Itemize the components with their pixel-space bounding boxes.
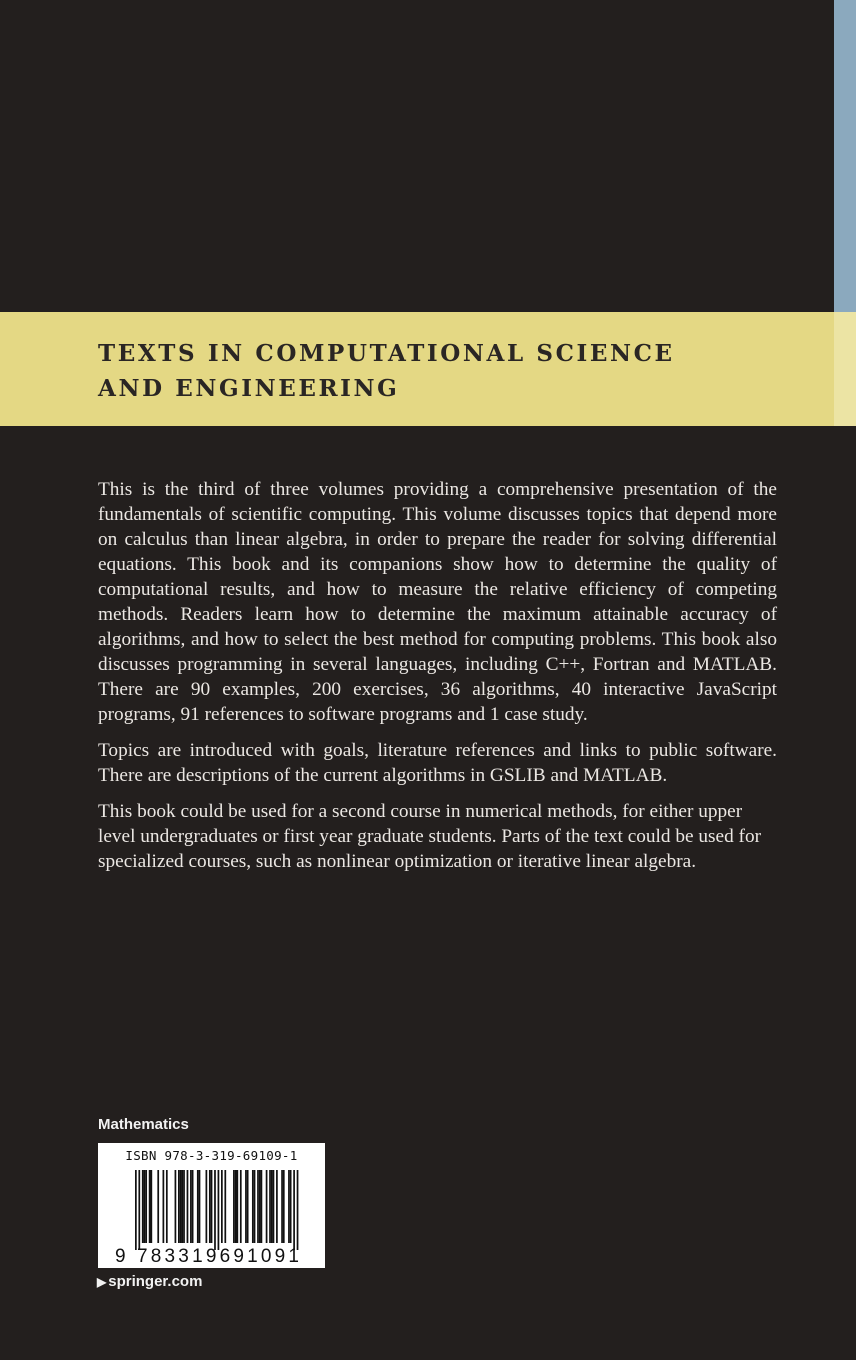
barcode-bar	[288, 1170, 290, 1243]
barcode-bar	[175, 1170, 177, 1243]
barcode-bar	[236, 1170, 238, 1243]
barcode-bar	[178, 1170, 180, 1243]
barcode-bar	[183, 1170, 185, 1243]
subject-category: Mathematics	[98, 1116, 189, 1133]
barcode-bar	[224, 1170, 226, 1243]
isbn-label: ISBN 978-3-319-69109-1	[125, 1148, 298, 1163]
barcode-bar	[144, 1170, 146, 1243]
barcode-guard-bar	[218, 1170, 220, 1250]
barcode-guard-bar	[138, 1170, 140, 1250]
barcode-bar	[233, 1170, 235, 1243]
series-title	[98, 336, 798, 406]
arrow-right-icon: ▶	[97, 1275, 107, 1289]
series-title-line-1: TEXTS IN COMPUTATIONAL SCIENCE	[98, 340, 675, 367]
barcode-bar	[261, 1170, 263, 1243]
barcode-bar	[180, 1170, 182, 1243]
barcode-bar	[266, 1170, 268, 1243]
barcode-guard-bar	[135, 1170, 137, 1250]
barcode-bar	[257, 1170, 259, 1243]
barcode-bar	[206, 1170, 208, 1243]
barcode-bar	[157, 1170, 159, 1243]
book-description	[98, 477, 777, 885]
barcode-bar	[245, 1170, 247, 1243]
ean-first-digit: 9	[115, 1246, 126, 1267]
barcode-bar	[197, 1170, 199, 1243]
isbn-barcode	[98, 1143, 325, 1268]
description-paragraph-3: This book could be used for a second course in numerical methods, for either upper level undergraduates or first year graduate students. Parts of the text could be used for specialized courses, such as nonlinear optimization or iterative linear algebra.	[98, 801, 762, 872]
ean-digits	[98, 1246, 325, 1268]
barcode-bar	[259, 1170, 261, 1243]
barcode-bar	[190, 1170, 192, 1243]
barcode-bar	[166, 1170, 168, 1243]
barcode-bar	[269, 1170, 271, 1243]
publisher-link[interactable]	[97, 1273, 202, 1290]
barcode-bar	[254, 1170, 256, 1243]
barcode-bar	[163, 1170, 165, 1243]
barcode-bar	[145, 1170, 147, 1243]
barcode-bar	[281, 1170, 283, 1243]
barcode-bar	[276, 1170, 278, 1243]
barcode-bar	[149, 1170, 151, 1243]
barcode-bar	[247, 1170, 249, 1243]
publisher-site: springer.com	[108, 1273, 203, 1290]
barcode-bar	[211, 1170, 213, 1243]
ean-remaining-digits: 783319691091	[137, 1246, 303, 1267]
series-title-line-2: AND ENGINEERING	[98, 375, 400, 402]
barcode-bar	[209, 1170, 211, 1243]
description-paragraph-1: This is the third of three volumes providing a comprehensive presentation of the fundamentals of scientific computing. This volume discusses topics that depend more on calculus than linear algebra, in order to prepare the reader for solving differential equations. This book and its companions show how to determine the quality of computational results, and how to measure the relative efficiency of competing methods. Readers learn how to determine the maximum attainable accuracy of algorithms, and how to select the best method for computing problems. This book also discusses programming in several languages, including C++, Fortran and MATLAB. There are 90 examples, 200 exercises, 36 algorithms, 40 interactive JavaScript programs, 91 references to software programs and 1 case study.	[98, 479, 777, 725]
spine-yellow-band	[834, 312, 856, 426]
barcode-bar	[273, 1170, 275, 1243]
barcode-bar	[290, 1170, 292, 1243]
barcode-bar	[240, 1170, 242, 1243]
barcode-guard-bar	[214, 1170, 216, 1250]
barcode-bar	[252, 1170, 254, 1243]
barcode-bar	[221, 1170, 223, 1243]
barcode-bar	[271, 1170, 273, 1243]
barcode-bar	[187, 1170, 189, 1243]
barcode-bar	[150, 1170, 152, 1243]
barcode-bar	[192, 1170, 194, 1243]
barcode-bar	[199, 1170, 201, 1243]
barcode-guard-bar	[297, 1170, 299, 1250]
barcode-bar	[235, 1170, 237, 1243]
spine-blue-band	[834, 0, 856, 312]
barcode-bar	[142, 1170, 144, 1243]
description-paragraph-2: Topics are introduced with goals, literature references and links to public software. There are descriptions of the current algorithms in GSLIB and MATLAB.	[98, 740, 777, 786]
barcode-guard-bar	[293, 1170, 295, 1250]
barcode-bar	[283, 1170, 285, 1243]
barcode-bar	[181, 1170, 183, 1243]
